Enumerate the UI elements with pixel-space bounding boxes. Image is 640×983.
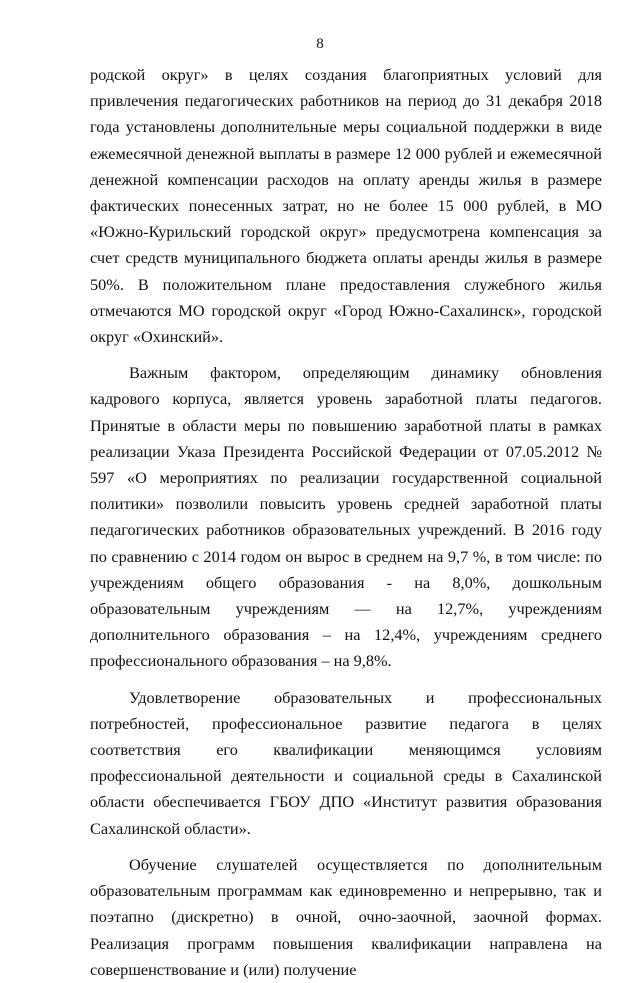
- paragraph-gap: [90, 842, 602, 852]
- page-number: 8: [316, 36, 324, 52]
- paragraph-salary: Важным фактором, определяющим динамику обновления кадрового корпуса, является уровень заработной платы педагогов. Принятые в области меры по повышению заработной платы в рамках реализации Указа Президента Российской Федерации от 07.05.2012 № 597 «О мероприятиях по реализации государственной социальной политики» позволили повысить уровень средней заработной платы педагогических работников образовательных учреждений. В 2016 году по сравнению с 2014 годом он вырос в среднем на 9,7 %, в том числе: по учреждениям общего образования - на 8,0%, дошкольным образовательным учреждениям — на 12,7%, учреждениям дополнительного образования – на 12,4%, учреждениям среднего профессионального образования – на 9,8%.: [90, 363, 602, 671]
- paragraph-continuation: родской округ» в целях создания благоприятных условий для привлечения педагогических работников на период до 31 декабря 2018 года установлены дополнительные меры социальной поддержки в виде ежемесячной денежной выплаты в размере 12 000 рублей и ежемесячной денежной компенсации расходов на оплату аренды жилья в размере фактических понесенных затрат, но не более 15 000 рублей, в МО «Южно-Курильский городской округ» предусмотрена компенсация за счет средств муниципального бюджета оплаты аренды жилья в размере 50%. В положительном плане предоставления служебного жилья отмечаются МО городской округ «Город Южно-Сахалинск», городской округ «Охинский».: [90, 65, 602, 347]
- paragraph-training: Обучение слушателей осуществляется по дополнительным образовательным программам как единовременно и непрерывно, так и поэтапно (дискретно) в очной, очно-заочной, заочной формах. Реализация программ повышения квалификации направлена на совершенствование и (или) получение: [90, 854, 602, 979]
- paragraph-gap: [90, 675, 602, 685]
- paragraph-professional-development: Удовлетворение образовательных и профессиональных потребностей, профессиональное развитие педагога в целях соответствия его квалификации меняющимся условиям профессиональной деятельности и социальной среды в Сахалинской области обеспечивается ГБОУ ДПО «Институт развития образования Сахалинской области».: [90, 687, 602, 838]
- paragraph-gap: [90, 350, 602, 360]
- document-body: [90, 62, 602, 983]
